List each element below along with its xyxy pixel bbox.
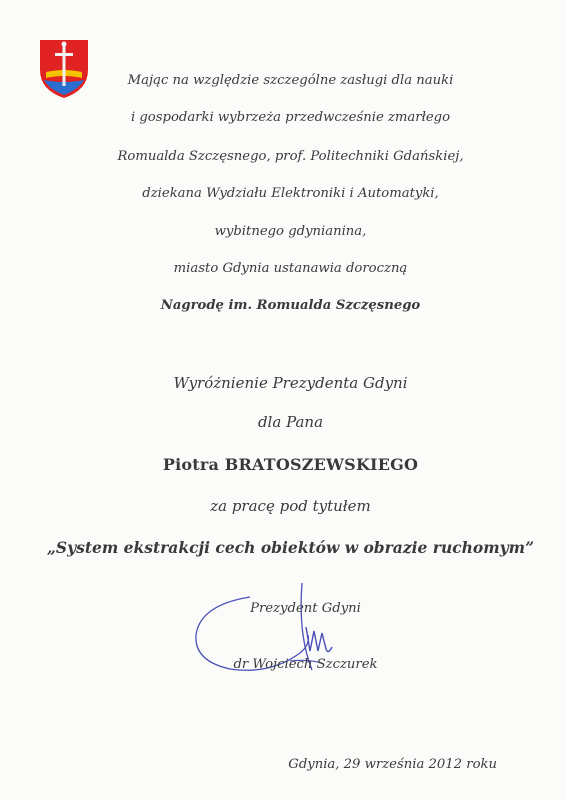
recipient-name: Piotra BRATOSZEWSKIEGO bbox=[162, 455, 419, 474]
award-name: Nagrodę im. Romualda Szczęsnego bbox=[160, 298, 421, 313]
work-title: „System ekstrakcji cech obiektów w obrazie ruchomym” bbox=[46, 538, 534, 557]
recipient-intro: dla Pana bbox=[257, 413, 324, 431]
signatory-name: dr Wojciech Szczurek bbox=[233, 657, 378, 672]
text-line-4: dziekana Wydziału Elektroniki i Automatyki, bbox=[142, 186, 439, 201]
work-intro: za pracę pod tytułem bbox=[210, 497, 371, 515]
place-and-date: Gdynia, 29 września 2012 roku bbox=[288, 757, 497, 772]
text-line-1: Mając na względzie szczególne zasługi dla nauki bbox=[127, 73, 454, 88]
text-line-5: wybitnego gdynianina, bbox=[214, 224, 367, 239]
text-line-2: i gospodarki wybrzeża przedwcześnie zmarłego bbox=[130, 110, 451, 125]
distinction-title: Wyróżnienie Prezydenta Gdyni bbox=[173, 374, 408, 392]
signatory-role: Prezydent Gdyni bbox=[250, 601, 361, 616]
gdynia-coat-of-arms-icon bbox=[38, 38, 90, 100]
text-line-3: Romualda Szczęsnego, prof. Politechniki Gdańskiej, bbox=[117, 149, 464, 164]
text-line-6: miasto Gdynia ustanawia doroczną bbox=[173, 261, 408, 276]
